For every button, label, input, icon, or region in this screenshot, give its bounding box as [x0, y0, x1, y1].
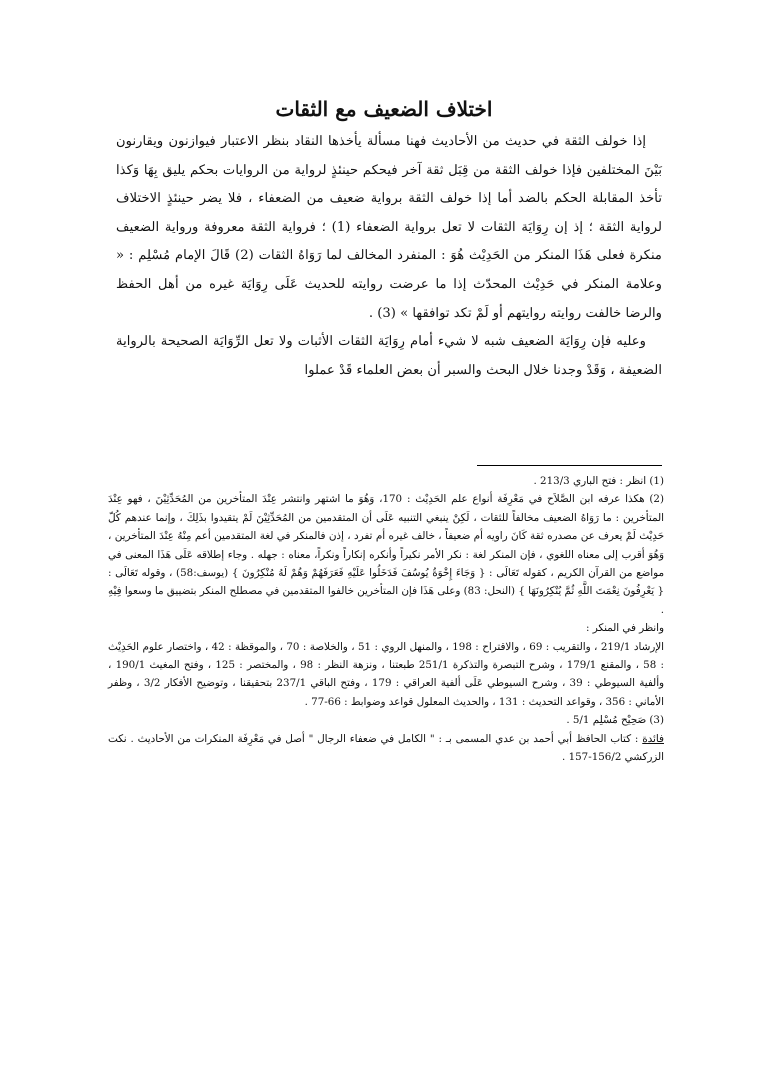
page-title: اختلاف الضعيف مع الثقات — [275, 97, 493, 121]
footnotes — [108, 472, 664, 767]
paragraph: إذا خولف الثقة في حديث من الأحاديث فهنا مسألة يأخذها النقاد بنظر الاعتبار فيوازنون ويقارنون بَيْنَ المختلفين فإذا خولف الثقة من قِبَل ثقة آخر فيحكم حينئذٍ لرواية من الروايات بحكم يليق بِهَا وَكذا تأخذ المقابلة الحكم بالضد أما إذا خولف الثقة برواية ضعيف من الضعفاء ، فلا يضر حينئذٍ الاختلاف لرواية الثقة ؛ إذ إن رِوَايَة الثقات لا تعل برواية الضعفاء (1) ؛ فرواية الثقة معروفة ورواية الضعيف منكرة فعلى هَذَا المنكر من الحَدِيْث هُوَ : المنفرد المخالف لما رَوَاهُ الثقات (2) قَالَ الإمام مُسْلِم : « وعلامة المنكر في حَدِيْث المحدّث إذا ما عرضت روايته للحديث عَلَى رِوَايَة غيره من أهل الحفظ والرضا خالفت روايته روايتهم أو لَمْ تكد توافقها » (3) . — [116, 134, 662, 321]
body-text — [116, 128, 662, 385]
footnote: الإرشاد 219/1 ، والتقريب : 69 ، والاقتراح : 198 ، والمنهل الروي : 51 ، والخلاصة : 70 ، والموقظة : 42 ، واختصار علوم الحَدِيْث : 58 ، والمقنع 179/1 ، وشرح التبصرة والتذكرة 251/1 طبعتنا ، ونزهة النظر : 98 ، والمختصر : 125 ، وفتح المغيث 190/1 ، وألفية السيوطي : 39 ، وشرح السيوطي عَلَى ألفية العراقي : 179 ، وفتح الباقي 237/1 بتحقيقنا ، وتوضيح الأفكار 3/2 ، وظفر الأماني : 356 ، وقواعد التحديث : 131 ، والحديث المعلول قواعد وضوابط : 66-77 . — [108, 640, 665, 708]
footnote: (2) هكذا عرفه ابن الصَّلاَح في مَعْرِفَة أنواع علم الحَدِيْث : 170، وَهُوَ ما اشتهر وانتشر عِنْدَ المتأخرين من المُحَدِّثِيْنَ ، فهو عِنْدَ المتأخرين : ما رَوَاهُ الضعيف مخالفاً للثقات ، لَكِنْ ينبغي التنبيه عَلَى أن المتقدمين من المُحَدِّثِيْنَ لَمْ يتقيدوا بذَلِكَ ، وإنما عندهم كُلّ حَدِيْث لَمْ يعرف عن مصدره ثقة كَانَ راويه أم ضعيفاً ، خالف غيره أم تفرد ، إذن فالمنكر في لغة المتقدمين أعم مِنْهُ عِنْدَ المتأخرين ، وَهُوَ أقرب إلى معناه اللغوي ، فإن المنكر لغة : نكر الأمر نكيراً وأنكره إنكاراً ونكراً، معناه : جهله . وجاء إطلاقه عَلَى هَذَا المعنى في مواضع من القرآن الكريم ، كقوله تَعَالَى : { وَجَاءَ إِخْوَةُ يُوسُفَ فَدَخَلُوا عَلَيْهِ فَعَرَفَهُمْ وَهُمْ لَهُ مُنْكِرُونَ } (يوسف:58) ، وقوله تَعَالَى : { يَعْرِفُونَ نِعْمَتَ اللَّهِ ثُمَّ يُنْكِرُونَهَا } (النحل: 83) وعلى هَذَا فإن المتأخرين خالفوا المتقدمين في مصطلح المنكر بتضييق ما وسعوا فِيْهِ . — [108, 493, 664, 616]
footnote-divider — [477, 465, 662, 466]
faida-note — [108, 730, 664, 767]
faida-text: : كتاب الحافظ أبي أحمد بن عدي المسمى بـ : " الكامل في ضعفاء الرجال " أصل في مَعْرِفَة المنكرات من الأحاديث . نكت الزركشي 156/2-157 . — [108, 732, 664, 764]
footnote: (3) صَحِيْح مُسْلِم 5/1 . — [566, 714, 664, 727]
footnote: وانظر في المنكر : — [585, 622, 664, 635]
faida-label: فائدة — [642, 732, 664, 745]
footnote: (1) انظر : فتح الباري 213/3 . — [533, 475, 664, 487]
paragraph: وعليه فإن رِوَايَة الضعيف شبه لا شيء أمام رِوَايَة الثقات الأثبات ولا تعل الرِّوَايَة الصحيحة بالرواية الضعيفة ، وَقَدْ وجدنا خلال البحث والسبر أن بعض العلماء قَدْ عملوا — [116, 334, 662, 378]
